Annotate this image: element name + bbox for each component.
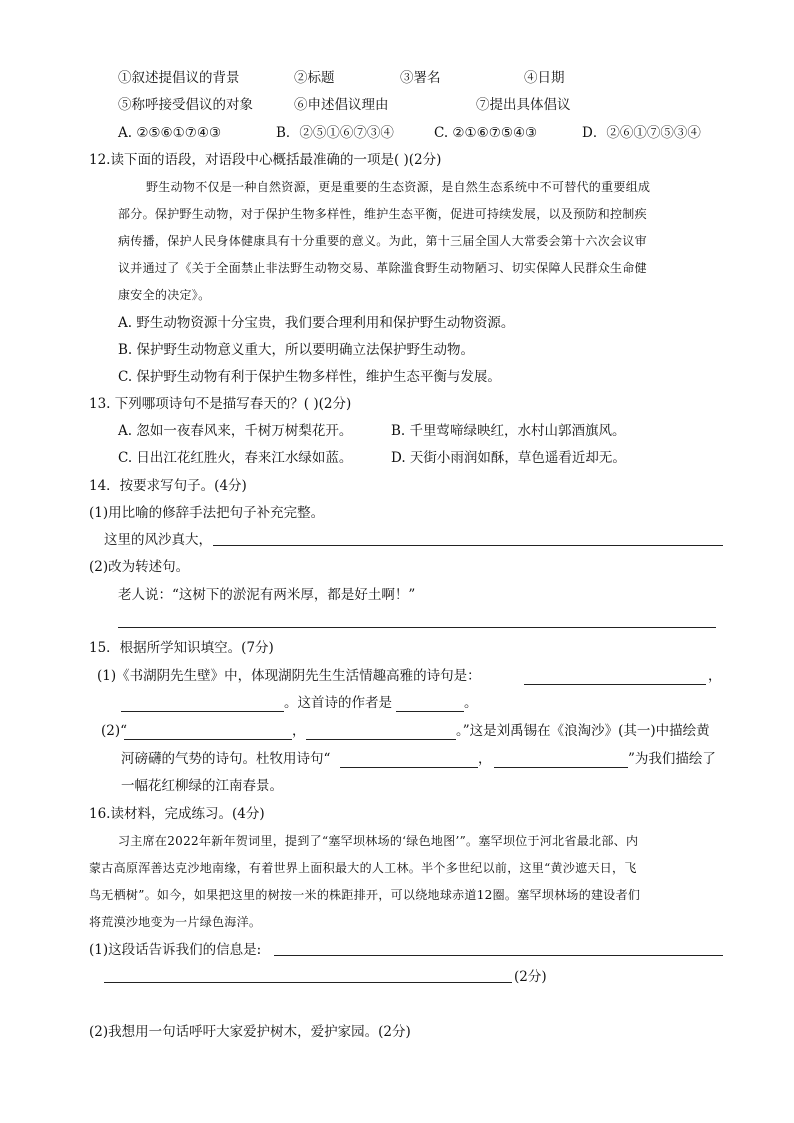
q14-sub2-text: 老人说：“这树下的淤泥有两米厚，都是好土啊！” [118,587,416,603]
q15-comma: ， [708,668,722,684]
q15-blank-author[interactable] [396,696,464,712]
q11-item: ⑤称呼接受倡议的对象 [118,97,253,113]
q15-line5-text: 一幅花红柳绿的江南春景。 [121,778,283,794]
q13-stem: 13. 下列哪项诗句不是描写春天的？( )(2分) [89,396,352,412]
q15-blank-1[interactable] [524,669,706,685]
q11-item: ⑦提出具体倡议 [476,97,571,113]
q15-line4-text: 河磅礴的气势的诗句。杜牧用诗句“ [121,751,331,767]
q15-stem: 15．根据所学知识填空。(7分) [89,640,274,656]
q11-item: ⑥申述倡议理由 [294,97,389,113]
q15-blank-3[interactable] [124,724,292,740]
q13-option-d[interactable]: D. 天街小雨润如酥，草色遥看近却无。 [391,450,626,466]
q12-stem: 12.读下面的语段，对语段中心概括最准确的一项是( )(2分) [89,152,442,168]
q11-item: ④日期 [524,70,565,86]
q14-sub1: (1)用比喻的修辞手法把句子补充完整。 [89,505,325,521]
q16-passage-line: 习主席在2022年新年贺词里，提到了“塞罕坝林场的‘绿色地图’”。塞罕坝位于河北省最北部、内 [118,834,639,848]
q15-comma: ， [292,723,306,739]
q16-stem: 16.读材料，完成练习。(4分) [89,806,265,822]
q12-option-b[interactable]: B. 保护野生动物意义重大，所以要明确立法保护野生动物。 [118,342,475,358]
q12-passage-line: 野生动物不仅是一种自然资源，更是重要的生态资源，是自然生态系统中不可替代的重要组成 [146,180,651,194]
q15-blank-5[interactable] [340,752,478,768]
q15-line4-end: ”为我们描绘了 [628,751,716,767]
q14-sub1-answer-line[interactable] [213,545,723,546]
q16-sub2: (2)我想用一句话呼吁大家爱护树木，爱护家园。(2分) [89,1024,411,1040]
q15-line3-text: 。”这是刘禹锡在《浪淘沙》(其一)中描绘黄 [456,723,710,739]
q15-blank-2[interactable] [121,696,284,712]
q12-passage-line: 议并通过了《关于全面禁止非法野生动物交易、革除滥食野生动物陋习、切实保障人民群众生命健 [118,261,647,275]
q15-line1-text: (1)《书湖阴先生壁》中，体现湖阴先生生活情趣高雅的诗句是： [97,668,481,684]
q11-item: ①叙述提倡议的背景 [118,70,240,86]
q15-blank-6[interactable] [494,752,628,768]
q16-passage-line: 鸟无栖树”。如今，如果把这里的树按一米的株距排开，可以绕地球赤道12圈。塞罕坝林场的建设者们 [89,888,641,902]
q16-sub1-answer-line-1[interactable] [274,955,723,956]
q14-stem: 14．按要求写句子。(4分) [89,478,247,494]
q13-option-c[interactable]: C. 日出江花红胜火，春来江水绿如蓝。 [118,450,353,466]
q14-sub1-text: 这里的风沙真大， [104,532,212,548]
q15-period: 。 [464,695,478,711]
q13-option-b[interactable]: B. 千里莺啼绿映红，水村山郭酒旗风。 [391,423,626,439]
q11-item: ③署名 [400,70,441,86]
q16-passage-line: 将荒漠沙地变为一片绿色海洋。 [89,915,262,929]
q16-sub1: (1)这段话告诉我们的信息是: [89,942,262,958]
q16-passage-line: 蒙古高原浑善达克沙地南缘，有着世界上面积最大的人工林。半个多世纪以前，这里“黄沙遮天日，飞 [89,861,637,875]
q11-option-d[interactable]: D．②⑥①⑦⑤③④ [582,125,701,141]
q12-passage-line: 康安全的决定》。 [118,288,211,302]
q11-item: ②标题 [294,70,335,86]
q16-sub1-score: (2分) [514,969,547,985]
q15-line3-open: (2)“ [101,723,128,739]
q12-option-a[interactable]: A. 野生动物资源十分宝贵，我们要合理利用和保护野生动物资源。 [118,315,515,331]
q15-line2-text: 。这首诗的作者是 [284,695,392,711]
q11-option-c[interactable]: C. ②①⑥⑦⑤④③ [434,125,538,141]
q11-option-b[interactable]: B．②⑤①⑥⑦③④ [276,125,394,141]
q12-option-c[interactable]: C. 保护野生动物有利于保护生物多样性，维护生态平衡与发展。 [118,369,501,385]
q14-sub2: (2)改为转述句。 [89,559,190,575]
q12-passage-line: 病传播，保护人民身体健康具有十分重要的意义。为此，第十三届全国人大常委会第十六次会议审 [118,234,647,248]
q16-sub1-answer-line-2[interactable] [104,982,512,983]
q13-option-a[interactable]: A. 忽如一夜春风来，千树万树梨花开。 [118,423,353,439]
q12-passage-line: 部分。保护野生动物，对于保护生物多样性，维护生态平衡，促进可持续发展，以及预防和控制疾 [118,207,647,221]
q15-comma: ， [478,751,492,767]
q11-option-a[interactable]: A. ②⑤⑥①⑦④③ [118,125,222,141]
q15-blank-4[interactable] [306,724,456,740]
q14-sub2-answer-line[interactable] [118,627,716,628]
